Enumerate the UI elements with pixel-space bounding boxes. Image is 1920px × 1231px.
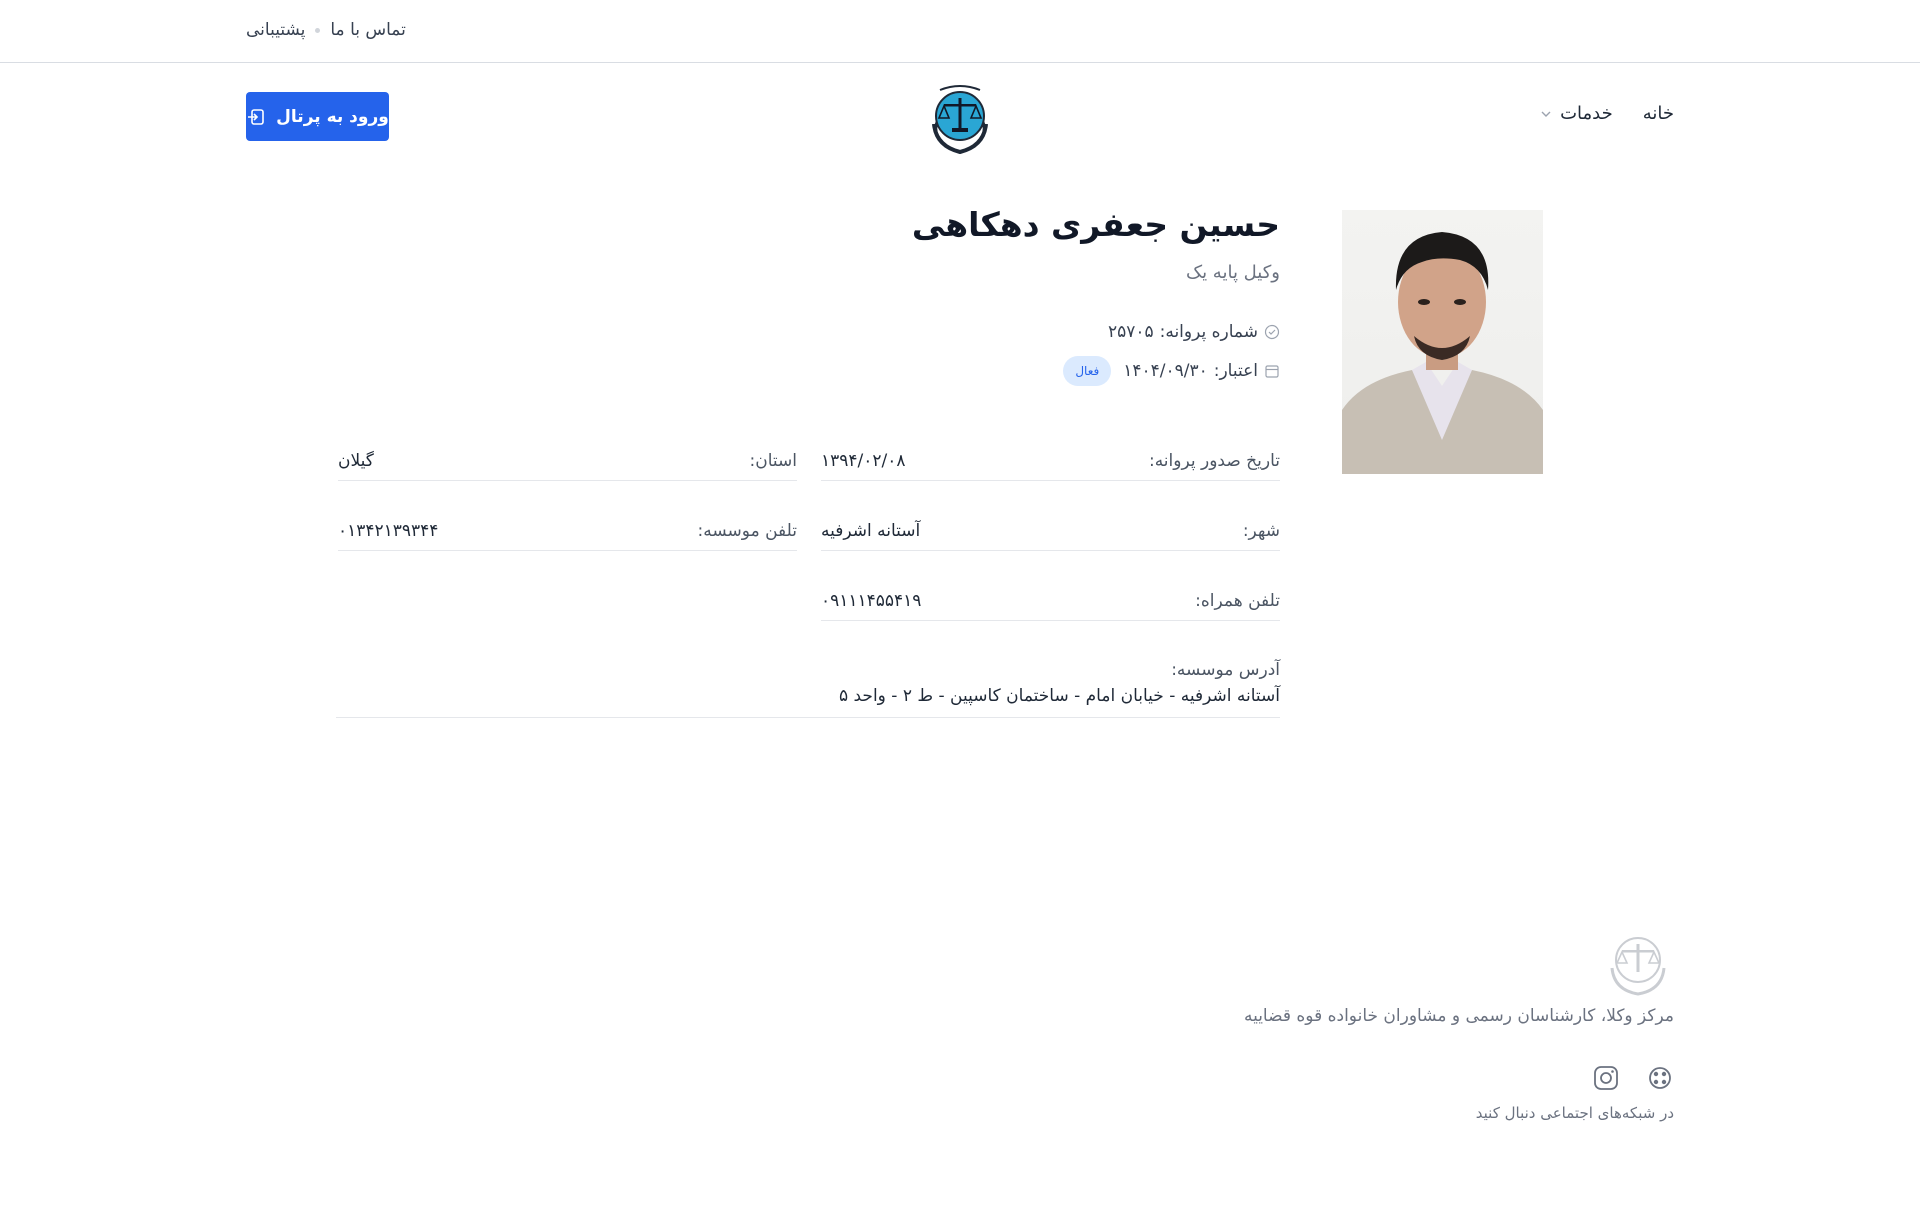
issue-date-label: تاریخ صدور پروانه:	[1148, 450, 1280, 471]
top-utility-bar	[0, 0, 1920, 63]
lawyer-photo	[1342, 210, 1543, 474]
license-number: ۲۵۷۰۵	[1107, 322, 1154, 342]
mobile-value: ۰۹۱۱۱۴۵۵۴۱۹	[821, 590, 922, 611]
footer-org-name: مرکز وکلا، کارشناسان رسمی و مشاوران خانواده قوه قضاییه	[1243, 1006, 1674, 1026]
license-label: شماره پروانه:	[1159, 322, 1258, 342]
judiciary-logo[interactable]	[924, 80, 996, 154]
address-value: آستانه اشرفیه - خیابان امام - ساختمان کاسپین - ط ۲ - واحد ۵	[838, 686, 1280, 706]
validity-date: ۱۴۰۴/۰۹/۳۰	[1123, 361, 1208, 381]
nav-services-label: خدمات	[1560, 103, 1613, 124]
field-address	[336, 656, 1280, 718]
separator-dot	[315, 28, 320, 33]
city-label: شهر:	[1242, 520, 1280, 541]
city-value: آستانه اشرفیه	[821, 520, 921, 541]
nav-services[interactable]	[1540, 103, 1613, 124]
lawyer-name: حسین جعفری دهکاهی	[911, 205, 1280, 244]
field-mobile	[821, 581, 1280, 621]
mobile-label: تلفن همراه:	[1195, 590, 1280, 611]
portal-login-label: ورود به پرتال	[276, 106, 389, 127]
calendar-icon	[1264, 363, 1280, 379]
login-icon	[246, 107, 266, 127]
office-phone-label: تلفن موسسه:	[697, 520, 797, 541]
validity-label: اعتبار:	[1213, 361, 1258, 381]
nav-home[interactable]: خانه	[1642, 103, 1674, 124]
field-office-phone	[338, 511, 797, 551]
field-issue-date	[821, 441, 1280, 481]
utility-links	[246, 20, 406, 40]
validity-row	[1063, 356, 1280, 386]
province-value: گیلان	[338, 450, 374, 471]
main-nav	[1540, 103, 1674, 124]
contact-link[interactable]: تماس با ما	[330, 20, 406, 40]
support-link[interactable]: پشتیبانی	[246, 20, 306, 40]
province-label: استان:	[749, 450, 797, 471]
lawyer-title: وکیل پایه یک	[1185, 262, 1280, 283]
instagram-icon[interactable]	[1592, 1064, 1620, 1092]
aparat-icon[interactable]	[1646, 1064, 1674, 1092]
office-phone-value: ۰۱۳۴۲۱۳۹۳۴۴	[338, 520, 439, 541]
license-row	[1108, 322, 1280, 342]
field-city	[821, 511, 1280, 551]
issue-date-value: ۱۳۹۴/۰۲/۰۸	[821, 450, 906, 471]
chevron-down-icon	[1540, 108, 1552, 120]
address-label: آدرس موسسه:	[1171, 660, 1280, 680]
field-province	[338, 441, 797, 481]
social-links	[1592, 1064, 1674, 1092]
portal-login-button[interactable]	[246, 92, 389, 141]
check-circle-icon	[1264, 324, 1280, 340]
status-badge: فعال	[1063, 356, 1111, 386]
footer-logo	[1604, 928, 1672, 996]
social-follow-text: در شبکه‌های اجتماعی دنبال کنید	[1475, 1104, 1674, 1122]
